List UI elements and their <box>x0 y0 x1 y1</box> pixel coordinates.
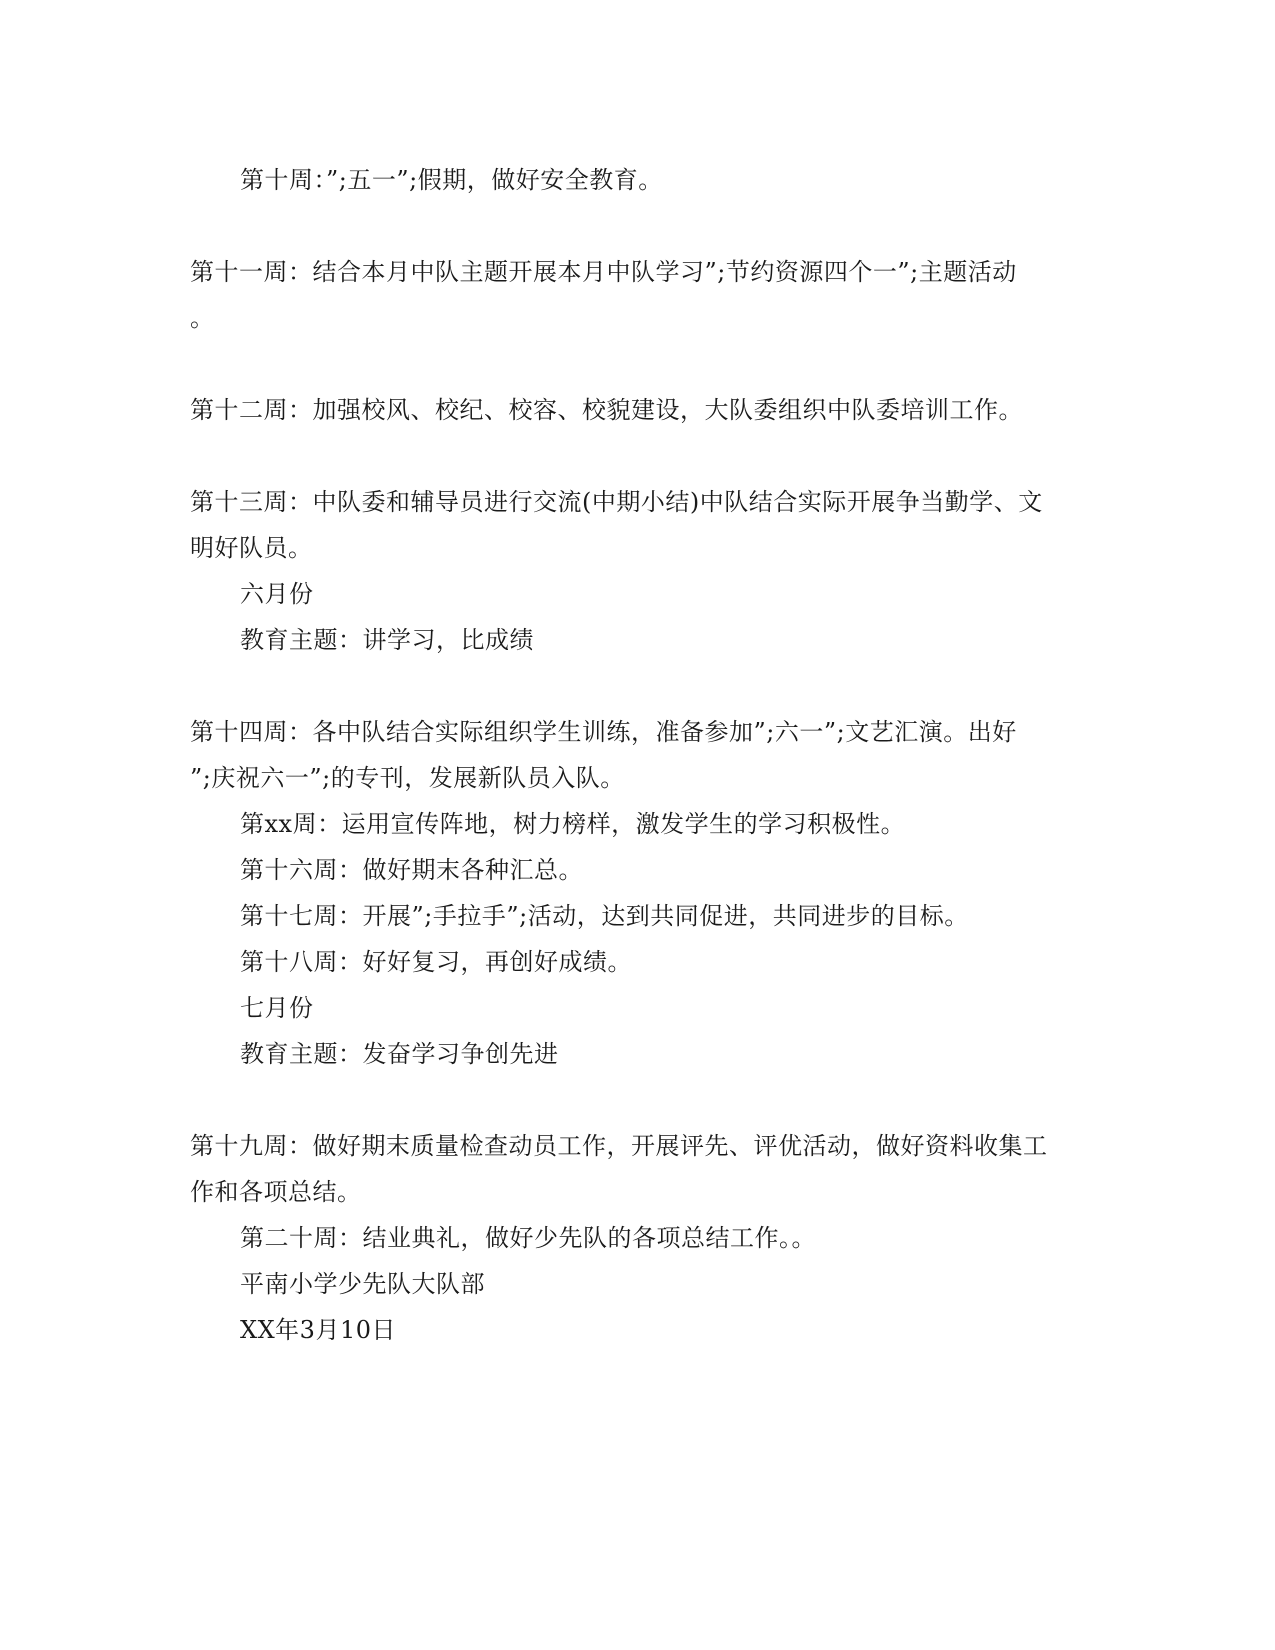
signature-date: XX年3月10日 <box>240 1316 396 1344</box>
week-14-line-cont: ”;庆祝六一”;的专刊，发展新队员入队。 <box>190 764 625 792</box>
june-heading: 六月份 <box>240 580 314 608</box>
week-14-line: 第十四周：各中队结合实际组织学生训练，准备参加”;六一”;文艺汇演。出好 <box>190 718 1017 746</box>
week-12-line: 第十二周：加强校风、校纪、校容、校貌建设，大队委组织中队委培训工作。 <box>190 396 1023 424</box>
week-20-line: 第二十周：结业典礼，做好少先队的各项总结工作。。 <box>240 1224 816 1252</box>
week-13-line-cont: 明好队员。 <box>190 534 313 562</box>
signature-org: 平南小学少先队大队部 <box>240 1270 485 1298</box>
week-11-line-cont: 。 <box>190 304 215 332</box>
week-17-line: 第十七周：开展”;手拉手”;活动，达到共同促进，共同进步的目标。 <box>240 902 969 930</box>
week-19-line: 第十九周：做好期末质量检查动员工作，开展评先、评优活动，做好资料收集工 <box>190 1132 1048 1160</box>
july-heading: 七月份 <box>240 994 314 1022</box>
week-13-line: 第十三周：中队委和辅导员进行交流(中期小结)中队结合实际开展争当勤学、文 <box>190 488 1043 516</box>
week-11-line: 第十一周：结合本月中队主题开展本月中队学习”;节约资源四个一”;主题活动 <box>190 258 1017 286</box>
week-19-line-cont: 作和各项总结。 <box>190 1178 362 1206</box>
june-theme: 教育主题：讲学习，比成绩 <box>240 626 534 654</box>
week-10-line: 第十周：”;五一”;假期，做好安全教育。 <box>240 166 663 194</box>
july-theme: 教育主题：发奋学习争创先进 <box>240 1040 559 1068</box>
week-16-line: 第十六周：做好期末各种汇总。 <box>240 856 583 884</box>
week-18-line: 第十八周：好好复习，再创好成绩。 <box>240 948 632 976</box>
week-15-line: 第xx周：运用宣传阵地，树力榜样，激发学生的学习积极性。 <box>240 810 906 838</box>
